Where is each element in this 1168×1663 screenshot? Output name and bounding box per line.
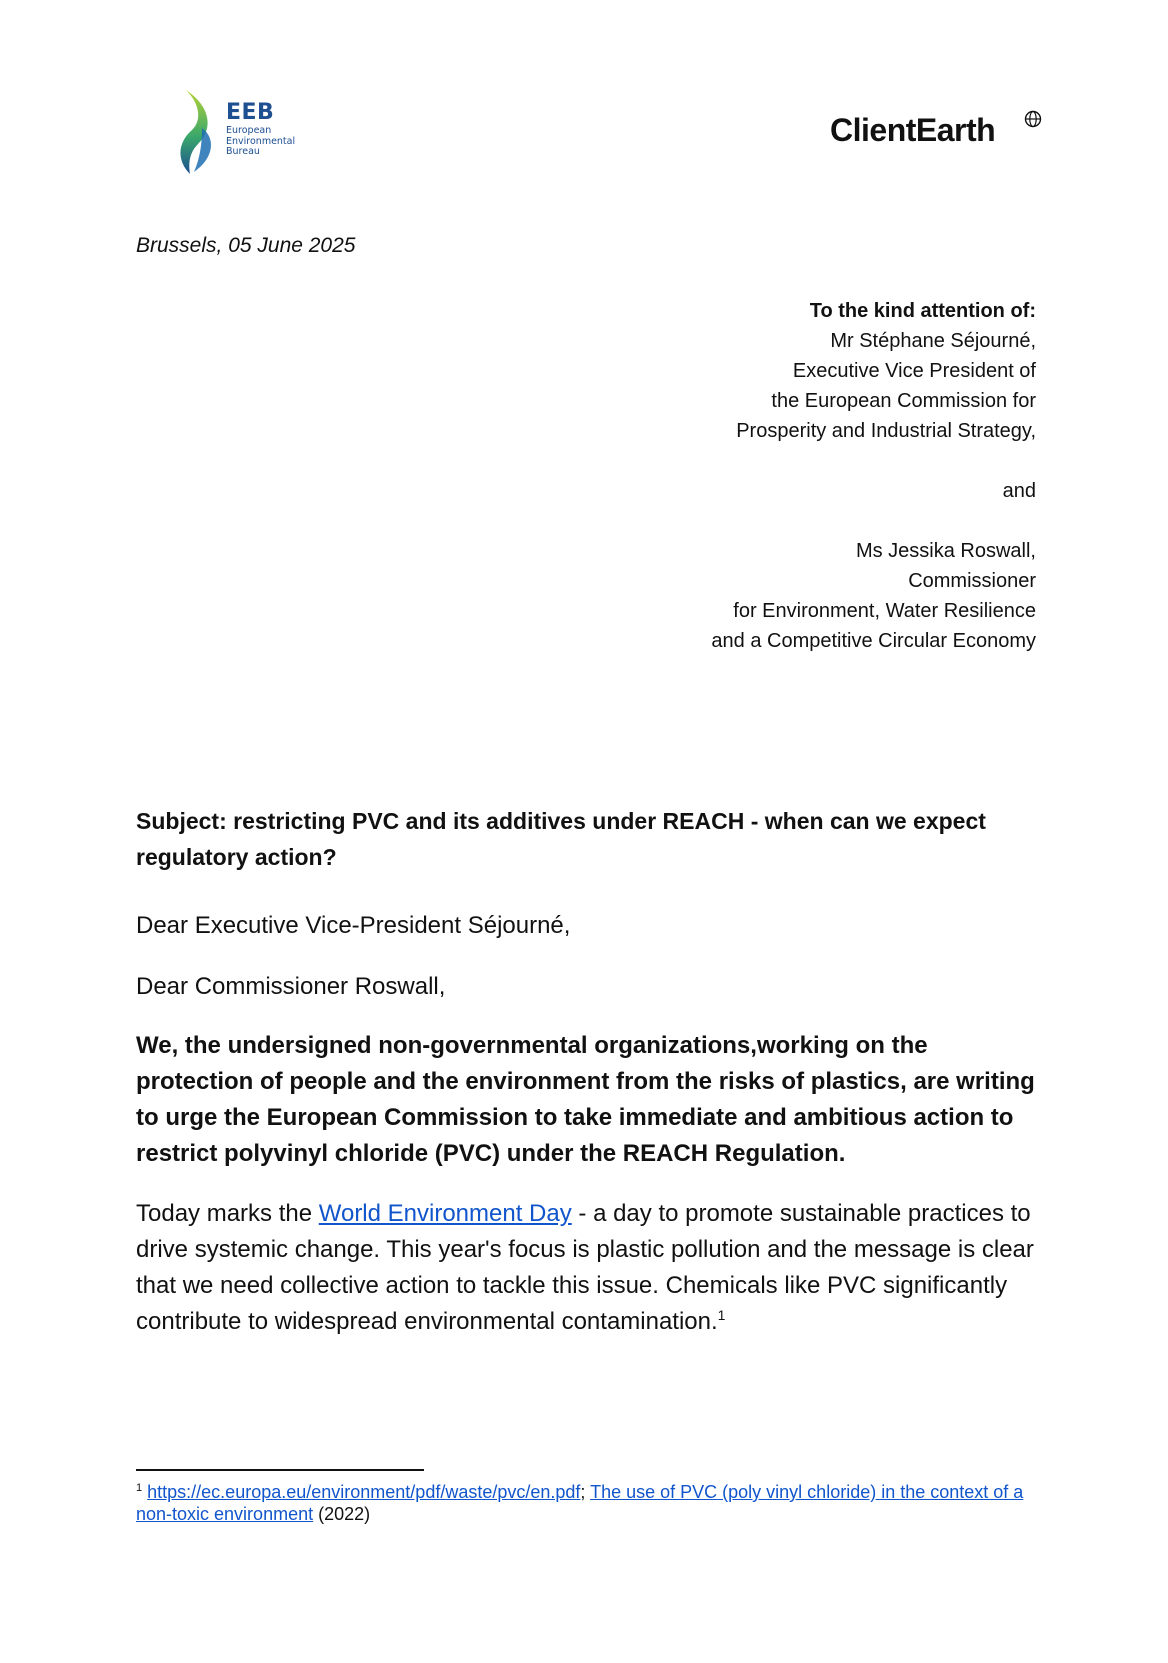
recipient-line: Ms Jessika Roswall, <box>855 540 1036 562</box>
salutation-commissioner: Dear Commissioner Roswall, <box>136 973 446 1000</box>
recipient-line: Executive Vice President of <box>792 360 1036 382</box>
footnote-ref[interactable]: 1 <box>717 1307 726 1323</box>
world-environment-day-link[interactable]: World Environment Day <box>318 1200 572 1227</box>
spacer <box>516 446 1036 476</box>
footnote-number: 1 <box>136 1482 143 1494</box>
recipient-line: the European Commission for <box>771 390 1036 412</box>
recipient-and: and <box>1002 480 1036 502</box>
eeb-logo <box>180 88 320 180</box>
eeb-leaf-icon <box>180 88 220 176</box>
clientearth-logo-name: ClientEarth <box>830 112 996 148</box>
letter-subject: Subject: restricting PVC and its additives under REACH - when can we expect regulatory action? <box>136 808 986 870</box>
recipient-line: Prosperity and Industrial Strategy, <box>736 420 1036 442</box>
recipient-block <box>516 296 1036 656</box>
recipient-line: Commissioner <box>908 570 1036 592</box>
recipient-heading: To the kind attention of: <box>809 300 1036 322</box>
footnote-divider <box>136 1469 424 1471</box>
recipient-line: for Environment, Water Resilience <box>733 600 1036 622</box>
eeb-logo-name: EEB <box>226 100 275 125</box>
footnote-link-pvc-report[interactable]: The use of PVC (poly vinyl chloride) in the context of a non-toxic environment <box>136 1482 1024 1524</box>
footnote: $^1$ https://ec.europa.eu/environment/pdf/waste/pvc/en.pdf; The use of PVC (poly vinyl chloride) in the context of a non-toxic environment (2022) <box>136 1482 1024 1524</box>
letter-date: Brussels, 05 June 2025 <box>136 234 356 257</box>
clientearth-logo <box>830 112 995 149</box>
paragraph-world-environment-day: Today marks the World Environment Day - a day to promote sustainable practices to drive systemic change. This year's focus is plastic pollution and the message is clear that we need collective action to tackle this issue. Chemicals like PVC significantly contribute to widespread environmental contamination.$^1$ <box>136 1200 1034 1335</box>
intro-paragraph: We, the undersigned non-governmental organizations,working on the protection of people and the environment from the risks of plastics, are writing to urge the European Commission to take immediate and ambitious action to restrict polyvinyl chloride (PVC) under the REACH Regulation. <box>136 1032 1035 1167</box>
spacer <box>516 506 1036 536</box>
eeb-logo-subtitle: European Environmental Bureau <box>226 125 296 157</box>
salutation-evp: Dear Executive Vice-President Séjourné, <box>136 912 571 939</box>
globe-icon <box>1024 110 1042 128</box>
footnote-link-ec-pdf[interactable]: https://ec.europa.eu/environment/pdf/waste/pvc/en.pdf <box>147 1482 581 1502</box>
recipient-line: and a Competitive Circular Economy <box>711 630 1036 652</box>
recipient-line: Mr Stéphane Séjourné, <box>830 330 1036 352</box>
